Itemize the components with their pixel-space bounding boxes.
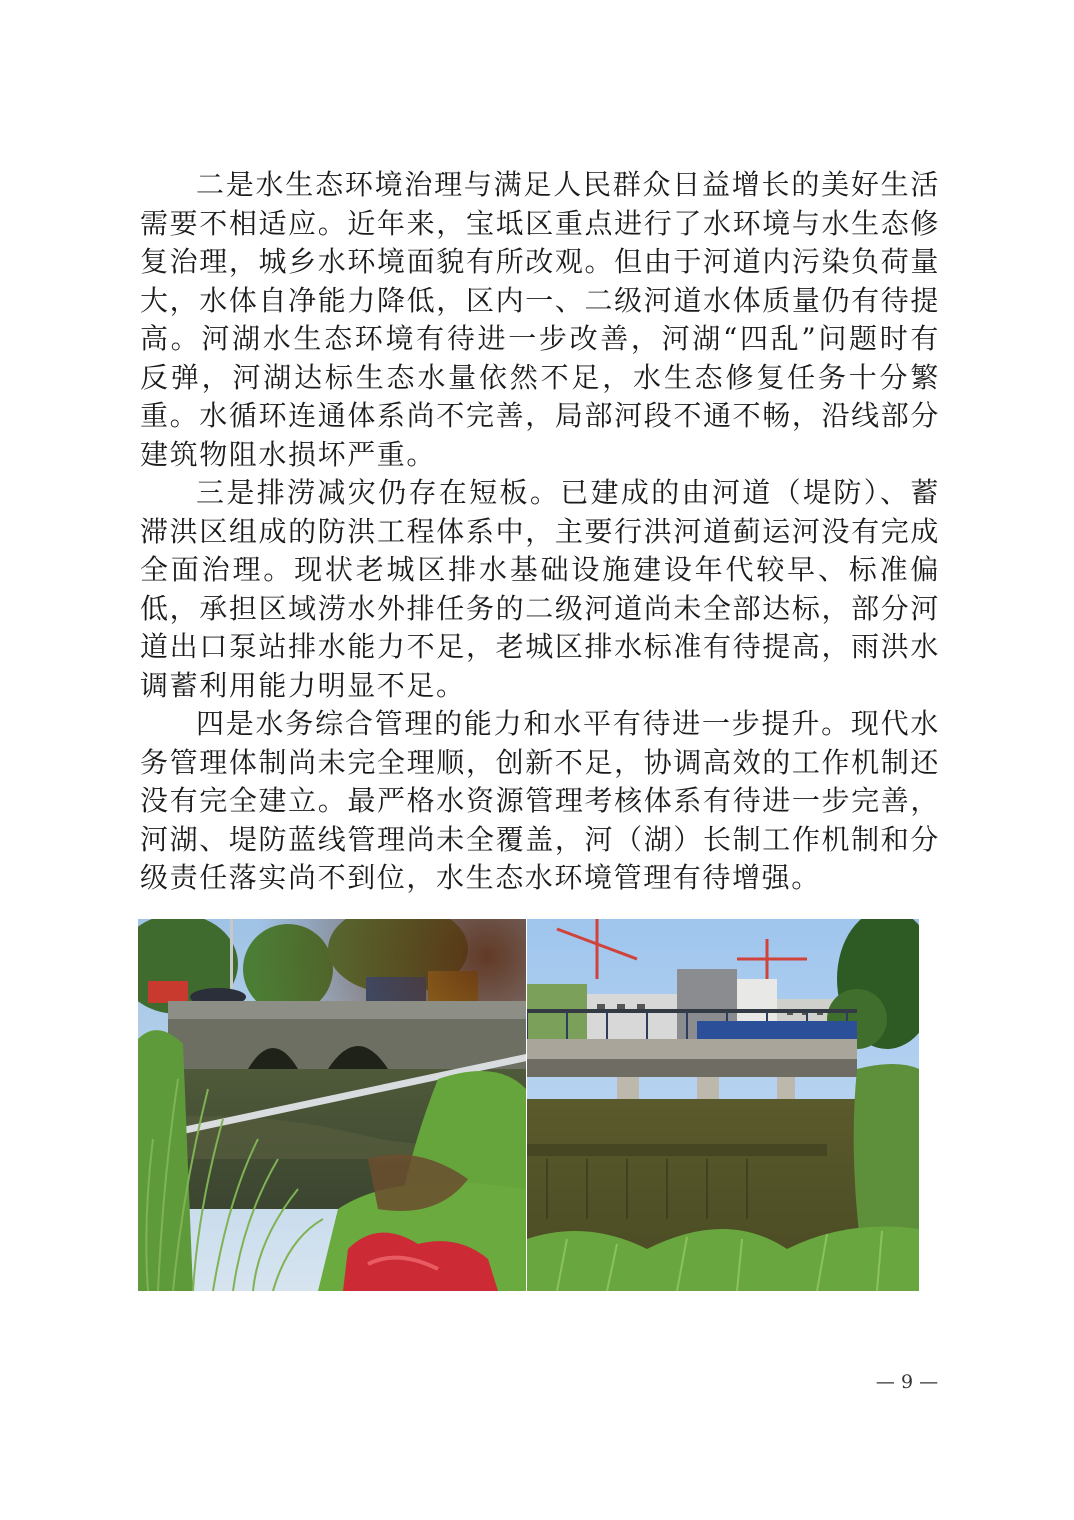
page-number: — 9 — [875, 1371, 939, 1393]
body-text [140, 166, 940, 898]
photo-polluted-culvert-bridge [138, 919, 526, 1291]
paragraph-water-ecology: 二是水生态环境治理与满足人民群众日益增长的美好生活需要不相适应。近年来，宝坻区重点进行了水环境与水生态修复治理，城乡水环境面貌有所改观。但由于河道内污染负荷量大，水体自净能力降低，区内一、二级河道水体质量仍有待提高。河湖水生态环境有待进一步改善，河湖“四乱”问题时有反弹，河湖达标生态水量依然不足，水生态修复任务十分繁重。水循环连通体系尚不完善，局部河段不通不畅，沿线部分建筑物阻水损坏严重。 [140, 168, 940, 471]
paragraph-water-management: 四是水务综合管理的能力和水平有待进一步提升。现代水务管理体制尚未完全理顺，创新不足，协调高效的工作机制还没有完全建立。最严格水资源管理考核体系有待进一步完善，河湖、堤防蓝线管理尚未全覆盖，河（湖）长制工作机制和分级责任落实尚不到位，水生态水环境管理有待增强。 [140, 707, 940, 894]
photo-river-bridge [527, 919, 919, 1291]
paragraph-flood-control: 三是排涝减灾仍存在短板。已建成的由河道（堤防）、蓄滞洪区组成的防洪工程体系中，主要行洪河道蓟运河没有完成全面治理。现状老城区排水基础设施建设年代较早、标准偏低，承担区域涝水外排任务的二级河道尚未全部达标，部分河道出口泵站排水能力不足，老城区排水标准有待提高，雨洪水调蓄利用能力明显不足。 [140, 476, 940, 702]
